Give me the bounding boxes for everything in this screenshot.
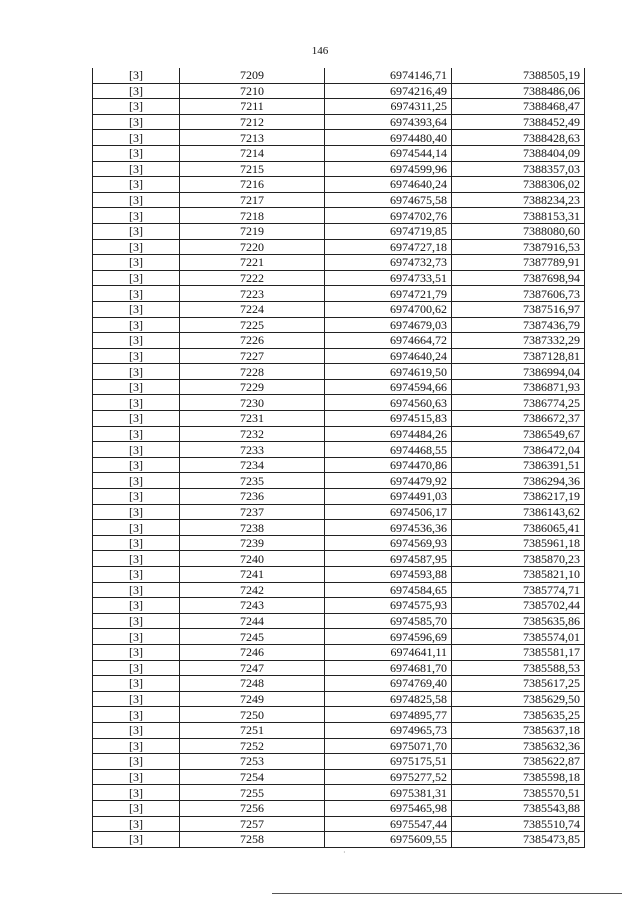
source-ref-cell: [3] [93,161,180,177]
table-row [93,629,585,645]
coordinates-table-body [93,68,585,847]
x-coordinate-cell: 6975071,70 [325,738,452,754]
table-row [93,364,585,380]
source-ref-cell: [3] [93,83,180,99]
table-row [93,551,585,567]
y-coordinate-cell: 7386472,04 [452,442,585,458]
y-coordinate-cell: 7385588,53 [452,660,585,676]
table-row [93,598,585,614]
y-coordinate-cell: 7385635,86 [452,613,585,629]
table-row [93,754,585,770]
point-number-cell: 7235 [180,473,325,489]
source-ref-cell: [3] [93,442,180,458]
point-number-cell: 7222 [180,270,325,286]
table-row [93,379,585,395]
table-row [93,286,585,302]
table-row [93,333,585,349]
y-coordinate-cell: 7386774,25 [452,395,585,411]
source-ref-cell: [3] [93,660,180,676]
x-coordinate-cell: 6974560,63 [325,395,452,411]
table-row [93,192,585,208]
x-coordinate-cell: 6974965,73 [325,722,452,738]
y-coordinate-cell: 7386294,36 [452,473,585,489]
y-coordinate-cell: 7385702,44 [452,598,585,614]
point-number-cell: 7209 [180,68,325,83]
table-row [93,707,585,723]
point-number-cell: 7239 [180,535,325,551]
source-ref-cell: [3] [93,145,180,161]
x-coordinate-cell: 6974641,11 [325,644,452,660]
y-coordinate-cell: 7386672,37 [452,411,585,427]
x-coordinate-cell: 6974681,70 [325,660,452,676]
y-coordinate-cell: 7387332,29 [452,333,585,349]
point-number-cell: 7225 [180,317,325,333]
point-number-cell: 7232 [180,426,325,442]
table-row [93,644,585,660]
y-coordinate-cell: 7385637,18 [452,722,585,738]
table-row [93,255,585,271]
source-ref-cell: [3] [93,489,180,505]
point-number-cell: 7234 [180,457,325,473]
x-coordinate-cell: 6974484,26 [325,426,452,442]
table-row [93,301,585,317]
x-coordinate-cell: 6974470,86 [325,457,452,473]
table-row [93,660,585,676]
y-coordinate-cell: 7385635,25 [452,707,585,723]
x-coordinate-cell: 6974769,40 [325,676,452,692]
table-row [93,177,585,193]
x-coordinate-cell: 6974393,64 [325,114,452,130]
source-ref-cell: [3] [93,473,180,489]
x-coordinate-cell: 6974596,69 [325,629,452,645]
x-coordinate-cell: 6974479,92 [325,473,452,489]
table-row [93,457,585,473]
y-coordinate-cell: 7387789,91 [452,255,585,271]
table-row [93,239,585,255]
point-number-cell: 7237 [180,504,325,520]
table-row [93,613,585,629]
source-ref-cell: [3] [93,738,180,754]
source-ref-cell: [3] [93,707,180,723]
point-number-cell: 7243 [180,598,325,614]
point-number-cell: 7247 [180,660,325,676]
x-coordinate-cell: 6974216,49 [325,83,452,99]
x-coordinate-cell: 6974721,79 [325,286,452,302]
y-coordinate-cell: 7388404,09 [452,145,585,161]
x-coordinate-cell: 6974569,93 [325,535,452,551]
table-row [93,208,585,224]
source-ref-cell: [3] [93,379,180,395]
y-coordinate-cell: 7387436,79 [452,317,585,333]
source-ref-cell: [3] [93,114,180,130]
x-coordinate-cell: 6974702,76 [325,208,452,224]
source-ref-cell: [3] [93,192,180,208]
source-ref-cell: [3] [93,504,180,520]
point-number-cell: 7255 [180,785,325,801]
table-row [93,489,585,505]
source-ref-cell: [3] [93,676,180,692]
y-coordinate-cell: 7385632,36 [452,738,585,754]
y-coordinate-cell: 7386994,04 [452,364,585,380]
x-coordinate-cell: 6974594,66 [325,379,452,395]
point-number-cell: 7227 [180,348,325,364]
source-ref-cell: [3] [93,426,180,442]
table-row [93,161,585,177]
x-coordinate-cell: 6974895,77 [325,707,452,723]
table-row [93,504,585,520]
point-number-cell: 7210 [180,83,325,99]
x-coordinate-cell: 6974544,14 [325,145,452,161]
y-coordinate-cell: 7385543,88 [452,800,585,816]
point-number-cell: 7245 [180,629,325,645]
x-coordinate-cell: 6975381,31 [325,785,452,801]
y-coordinate-cell: 7387606,73 [452,286,585,302]
table-row [93,99,585,115]
point-number-cell: 7246 [180,644,325,660]
x-coordinate-cell: 6974733,51 [325,270,452,286]
y-coordinate-cell: 7385570,51 [452,785,585,801]
y-coordinate-cell: 7386065,41 [452,520,585,536]
x-coordinate-cell: 6974515,83 [325,411,452,427]
source-ref-cell: [3] [93,208,180,224]
x-coordinate-cell: 6975609,55 [325,832,452,848]
table-row [93,816,585,832]
x-coordinate-cell: 6974146,71 [325,68,452,83]
source-ref-cell: [3] [93,551,180,567]
point-number-cell: 7228 [180,364,325,380]
y-coordinate-cell: 7388468,47 [452,99,585,115]
table-row [93,832,585,848]
point-number-cell: 7253 [180,754,325,770]
source-ref-cell: [3] [93,582,180,598]
table-row [93,520,585,536]
x-coordinate-cell: 6974575,93 [325,598,452,614]
x-coordinate-cell: 6974664,72 [325,333,452,349]
source-ref-cell: [3] [93,99,180,115]
table-row [93,676,585,692]
y-coordinate-cell: 7386549,67 [452,426,585,442]
y-coordinate-cell: 7385598,18 [452,769,585,785]
point-number-cell: 7213 [180,130,325,146]
x-coordinate-cell: 6974506,17 [325,504,452,520]
table-row [93,395,585,411]
table-row [93,567,585,583]
source-ref-cell: [3] [93,223,180,239]
y-coordinate-cell: 7385821,10 [452,567,585,583]
x-coordinate-cell: 6974727,18 [325,239,452,255]
source-ref-cell: [3] [93,270,180,286]
table-row [93,769,585,785]
x-coordinate-cell: 6975277,52 [325,769,452,785]
source-ref-cell: [3] [93,239,180,255]
x-coordinate-cell: 6974480,40 [325,130,452,146]
point-number-cell: 7238 [180,520,325,536]
x-coordinate-cell: 6974584,65 [325,582,452,598]
point-number-cell: 7223 [180,286,325,302]
point-number-cell: 7252 [180,738,325,754]
y-coordinate-cell: 7387128,81 [452,348,585,364]
source-ref-cell: [3] [93,785,180,801]
x-coordinate-cell: 6974825,58 [325,691,452,707]
x-coordinate-cell: 6974640,24 [325,348,452,364]
table-row [93,130,585,146]
table-row [93,785,585,801]
bottom-rule [272,893,622,894]
y-coordinate-cell: 7388153,31 [452,208,585,224]
y-coordinate-cell: 7385510,74 [452,816,585,832]
x-coordinate-cell: 6974311,25 [325,99,452,115]
table-row [93,83,585,99]
source-ref-cell: [3] [93,613,180,629]
source-ref-cell: [3] [93,535,180,551]
footer-mark: · [343,848,346,857]
y-coordinate-cell: 7385629,50 [452,691,585,707]
point-number-cell: 7224 [180,301,325,317]
source-ref-cell: [3] [93,317,180,333]
point-number-cell: 7226 [180,333,325,349]
table-row [93,270,585,286]
x-coordinate-cell: 6974593,88 [325,567,452,583]
point-number-cell: 7219 [180,223,325,239]
source-ref-cell: [3] [93,130,180,146]
point-number-cell: 7244 [180,613,325,629]
table-row [93,426,585,442]
point-number-cell: 7256 [180,800,325,816]
y-coordinate-cell: 7386143,62 [452,504,585,520]
table-row [93,145,585,161]
point-number-cell: 7211 [180,99,325,115]
x-coordinate-cell: 6974619,50 [325,364,452,380]
x-coordinate-cell: 6974491,03 [325,489,452,505]
point-number-cell: 7218 [180,208,325,224]
x-coordinate-cell: 6974640,24 [325,177,452,193]
source-ref-cell: [3] [93,816,180,832]
point-number-cell: 7257 [180,816,325,832]
x-coordinate-cell: 6974732,73 [325,255,452,271]
source-ref-cell: [3] [93,598,180,614]
table-row [93,114,585,130]
table-row [93,317,585,333]
y-coordinate-cell: 7388428,63 [452,130,585,146]
point-number-cell: 7240 [180,551,325,567]
source-ref-cell: [3] [93,457,180,473]
point-number-cell: 7217 [180,192,325,208]
table-row [93,223,585,239]
source-ref-cell: [3] [93,629,180,645]
y-coordinate-cell: 7387698,94 [452,270,585,286]
point-number-cell: 7212 [180,114,325,130]
point-number-cell: 7248 [180,676,325,692]
y-coordinate-cell: 7385473,85 [452,832,585,848]
source-ref-cell: [3] [93,644,180,660]
x-coordinate-cell: 6974679,03 [325,317,452,333]
table-row [93,582,585,598]
page-number: 146 [311,45,329,57]
point-number-cell: 7215 [180,161,325,177]
y-coordinate-cell: 7385622,87 [452,754,585,770]
table-row [93,348,585,364]
point-number-cell: 7221 [180,255,325,271]
point-number-cell: 7236 [180,489,325,505]
x-coordinate-cell: 6975175,51 [325,754,452,770]
y-coordinate-cell: 7388080,60 [452,223,585,239]
x-coordinate-cell: 6974536,36 [325,520,452,536]
x-coordinate-cell: 6975547,44 [325,816,452,832]
y-coordinate-cell: 7386391,51 [452,457,585,473]
y-coordinate-cell: 7385870,23 [452,551,585,567]
y-coordinate-cell: 7385617,25 [452,676,585,692]
coordinates-table [92,68,585,848]
y-coordinate-cell: 7387516,97 [452,301,585,317]
source-ref-cell: [3] [93,301,180,317]
source-ref-cell: [3] [93,754,180,770]
point-number-cell: 7258 [180,832,325,848]
y-coordinate-cell: 7385574,01 [452,629,585,645]
y-coordinate-cell: 7388505,19 [452,68,585,83]
source-ref-cell: [3] [93,800,180,816]
source-ref-cell: [3] [93,255,180,271]
point-number-cell: 7242 [180,582,325,598]
source-ref-cell: [3] [93,411,180,427]
point-number-cell: 7251 [180,722,325,738]
point-number-cell: 7231 [180,411,325,427]
x-coordinate-cell: 6974719,85 [325,223,452,239]
table-row [93,68,585,83]
source-ref-cell: [3] [93,333,180,349]
x-coordinate-cell: 6974700,62 [325,301,452,317]
source-ref-cell: [3] [93,177,180,193]
x-coordinate-cell: 6975465,98 [325,800,452,816]
y-coordinate-cell: 7385961,18 [452,535,585,551]
point-number-cell: 7233 [180,442,325,458]
source-ref-cell: [3] [93,567,180,583]
y-coordinate-cell: 7388486,06 [452,83,585,99]
source-ref-cell: [3] [93,722,180,738]
point-number-cell: 7230 [180,395,325,411]
x-coordinate-cell: 6974599,96 [325,161,452,177]
y-coordinate-cell: 7387916,53 [452,239,585,255]
source-ref-cell: [3] [93,395,180,411]
point-number-cell: 7241 [180,567,325,583]
point-number-cell: 7249 [180,691,325,707]
point-number-cell: 7216 [180,177,325,193]
point-number-cell: 7254 [180,769,325,785]
source-ref-cell: [3] [93,286,180,302]
source-ref-cell: [3] [93,769,180,785]
table-row [93,800,585,816]
table-row [93,473,585,489]
y-coordinate-cell: 7386217,19 [452,489,585,505]
table-row [93,411,585,427]
point-number-cell: 7250 [180,707,325,723]
table-row [93,691,585,707]
y-coordinate-cell: 7388306,02 [452,177,585,193]
x-coordinate-cell: 6974585,70 [325,613,452,629]
source-ref-cell: [3] [93,68,180,83]
y-coordinate-cell: 7385581,17 [452,644,585,660]
source-ref-cell: [3] [93,691,180,707]
source-ref-cell: [3] [93,520,180,536]
table-row [93,442,585,458]
y-coordinate-cell: 7388357,03 [452,161,585,177]
table-row [93,535,585,551]
y-coordinate-cell: 7386871,93 [452,379,585,395]
point-number-cell: 7220 [180,239,325,255]
y-coordinate-cell: 7388452,49 [452,114,585,130]
table-row [93,722,585,738]
source-ref-cell: [3] [93,832,180,848]
point-number-cell: 7229 [180,379,325,395]
x-coordinate-cell: 6974468,55 [325,442,452,458]
x-coordinate-cell: 6974675,58 [325,192,452,208]
source-ref-cell: [3] [93,364,180,380]
x-coordinate-cell: 6974587,95 [325,551,452,567]
table-row [93,738,585,754]
point-number-cell: 7214 [180,145,325,161]
source-ref-cell: [3] [93,348,180,364]
y-coordinate-cell: 7385774,71 [452,582,585,598]
y-coordinate-cell: 7388234,23 [452,192,585,208]
